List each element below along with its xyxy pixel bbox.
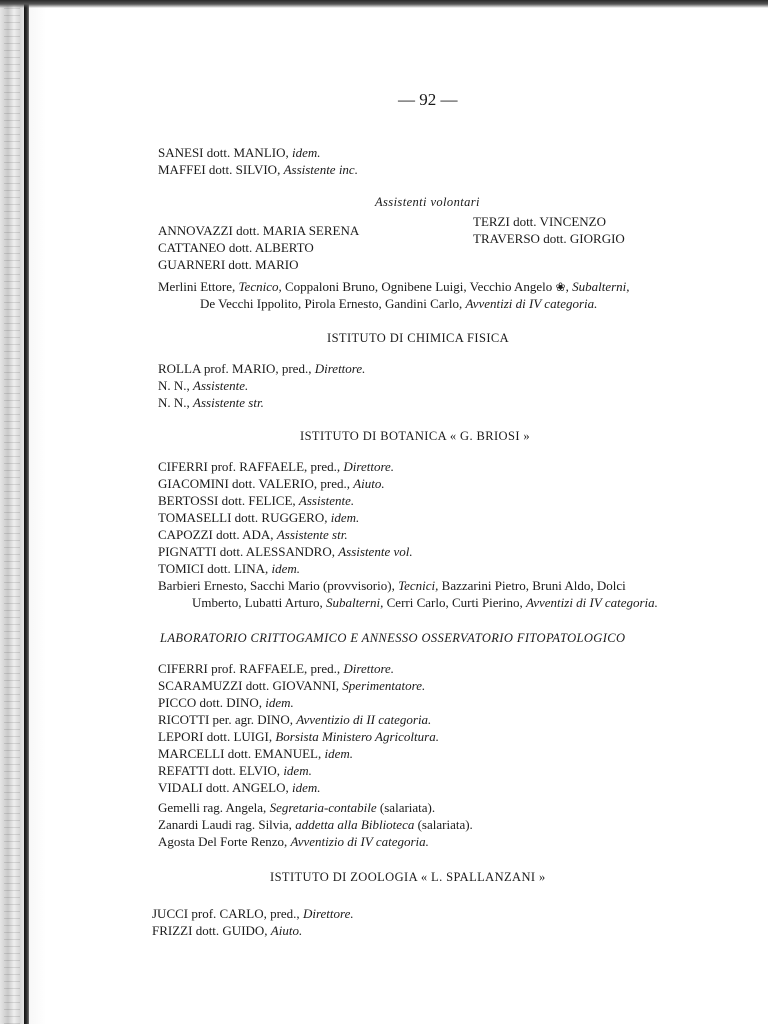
staff-entry: CIFERRI prof. RAFFAELE, pred., Direttore. [158, 459, 395, 474]
staff-entry: ROLLA prof. MARIO, pred., Direttore. [158, 361, 366, 376]
staff-entry: REFATTI dott. ELVIO, idem. [158, 763, 312, 778]
binding-edge [24, 0, 29, 1024]
top-edge [0, 0, 768, 8]
section-heading: ISTITUTO DI ZOOLOGIA « L. SPALLANZANI » [270, 870, 546, 884]
volunteer-entry: TERZI dott. VINCENZO [473, 214, 606, 229]
section-heading: ISTITUTO DI BOTANICA « G. BRIOSI » [300, 429, 531, 443]
staff-role: idem. [291, 145, 321, 160]
staff-entry [158, 144, 321, 161]
emblem-icon: ❀ [555, 280, 566, 294]
staff-entry: PICCO dott. DINO, idem. [158, 695, 294, 710]
volunteer-entry: TRAVERSO dott. GIORGIO [473, 231, 625, 246]
staff-entry: MARCELLI dott. EMANUEL, idem. [158, 746, 353, 761]
staff-entry: Agosta Del Forte Renzo, Avventizio di IV categoria. [158, 834, 429, 849]
staff-name: SANESI dott. MANLIO, [158, 145, 289, 160]
staff-paragraph: Merlini Ettore, Tecnico, Coppaloni Bruno, Ognibene Luigi, Vecchio Angelo ❀, Subalterni, [158, 279, 630, 294]
staff-paragraph: Barbieri Ernesto, Sacchi Mario (provvisorio), Tecnici, Bazzarini Pietro, Bruni Aldo, Dolci [158, 578, 626, 593]
section-subheading: Assistenti volontari [375, 195, 480, 209]
staff-entry: CIFERRI prof. RAFFAELE, pred., Direttore. [158, 661, 395, 676]
staff-entry [158, 161, 358, 178]
staff-entry: LEPORI dott. LUIGI, Borsista Ministero Agricoltura. [158, 729, 439, 744]
section-heading: ISTITUTO DI CHIMICA FISICA [327, 331, 510, 345]
staff-entry: SCARAMUZZI dott. GIOVANNI, Sperimentatore. [158, 678, 426, 693]
staff-entry: VIDALI dott. ANGELO, idem. [158, 780, 321, 795]
staff-entry: PIGNATTI dott. ALESSANDRO, Assistente vol. [158, 544, 413, 559]
staff-entry: FRIZZI dott. GUIDO, Aiuto. [152, 923, 303, 938]
volunteer-entry: GUARNERI dott. MARIO [158, 257, 299, 272]
staff-entry: N. N., Assistente. [158, 378, 249, 393]
staff-entry: TOMASELLI dott. RUGGERO, idem. [158, 510, 360, 525]
staff-entry: Zanardi Laudi rag. Silvia, addetta alla Biblioteca (salariata). [158, 817, 473, 832]
staff-entry: BERTOSSI dott. FELICE, Assistente. [158, 493, 355, 508]
staff-entry: TOMICI dott. LINA, idem. [158, 561, 301, 576]
staff-role: Assistente inc. [283, 162, 358, 177]
staff-paragraph-cont: De Vecchi Ippolito, Pirola Ernesto, Gandini Carlo, Avventizi di IV categoria. [200, 296, 598, 311]
staff-entry: GIACOMINI dott. VALERIO, pred., Aiuto. [158, 476, 385, 491]
staff-entry: CAPOZZI dott. ADA, Assistente str. [158, 527, 348, 542]
staff-entry: JUCCI prof. CARLO, pred., Direttore. [152, 906, 354, 921]
staff-entry: N. N., Assistente str. [158, 395, 264, 410]
binding-texture [4, 0, 20, 1024]
staff-entry: RICOTTI per. agr. DINO, Avventizio di II categoria. [158, 712, 432, 727]
section-heading: LABORATORIO CRITTOGAMICO E ANNESSO OSSERVATORIO FITOPATOLOGICO [160, 631, 626, 645]
page-number: — 92 — [398, 90, 458, 109]
volunteer-entry: ANNOVAZZI dott. MARIA SERENA [158, 223, 360, 238]
staff-entry: Gemelli rag. Angela, Segretaria-contabile (salariata). [158, 800, 436, 815]
volunteer-entry: CATTANEO dott. ALBERTO [158, 240, 314, 255]
staff-name: MAFFEI dott. SILVIO, [158, 162, 281, 177]
staff-paragraph-cont: Umberto, Lubatti Arturo, Subalterni, Cerri Carlo, Curti Pierino, Avventizi di IV categoria. [192, 595, 658, 610]
